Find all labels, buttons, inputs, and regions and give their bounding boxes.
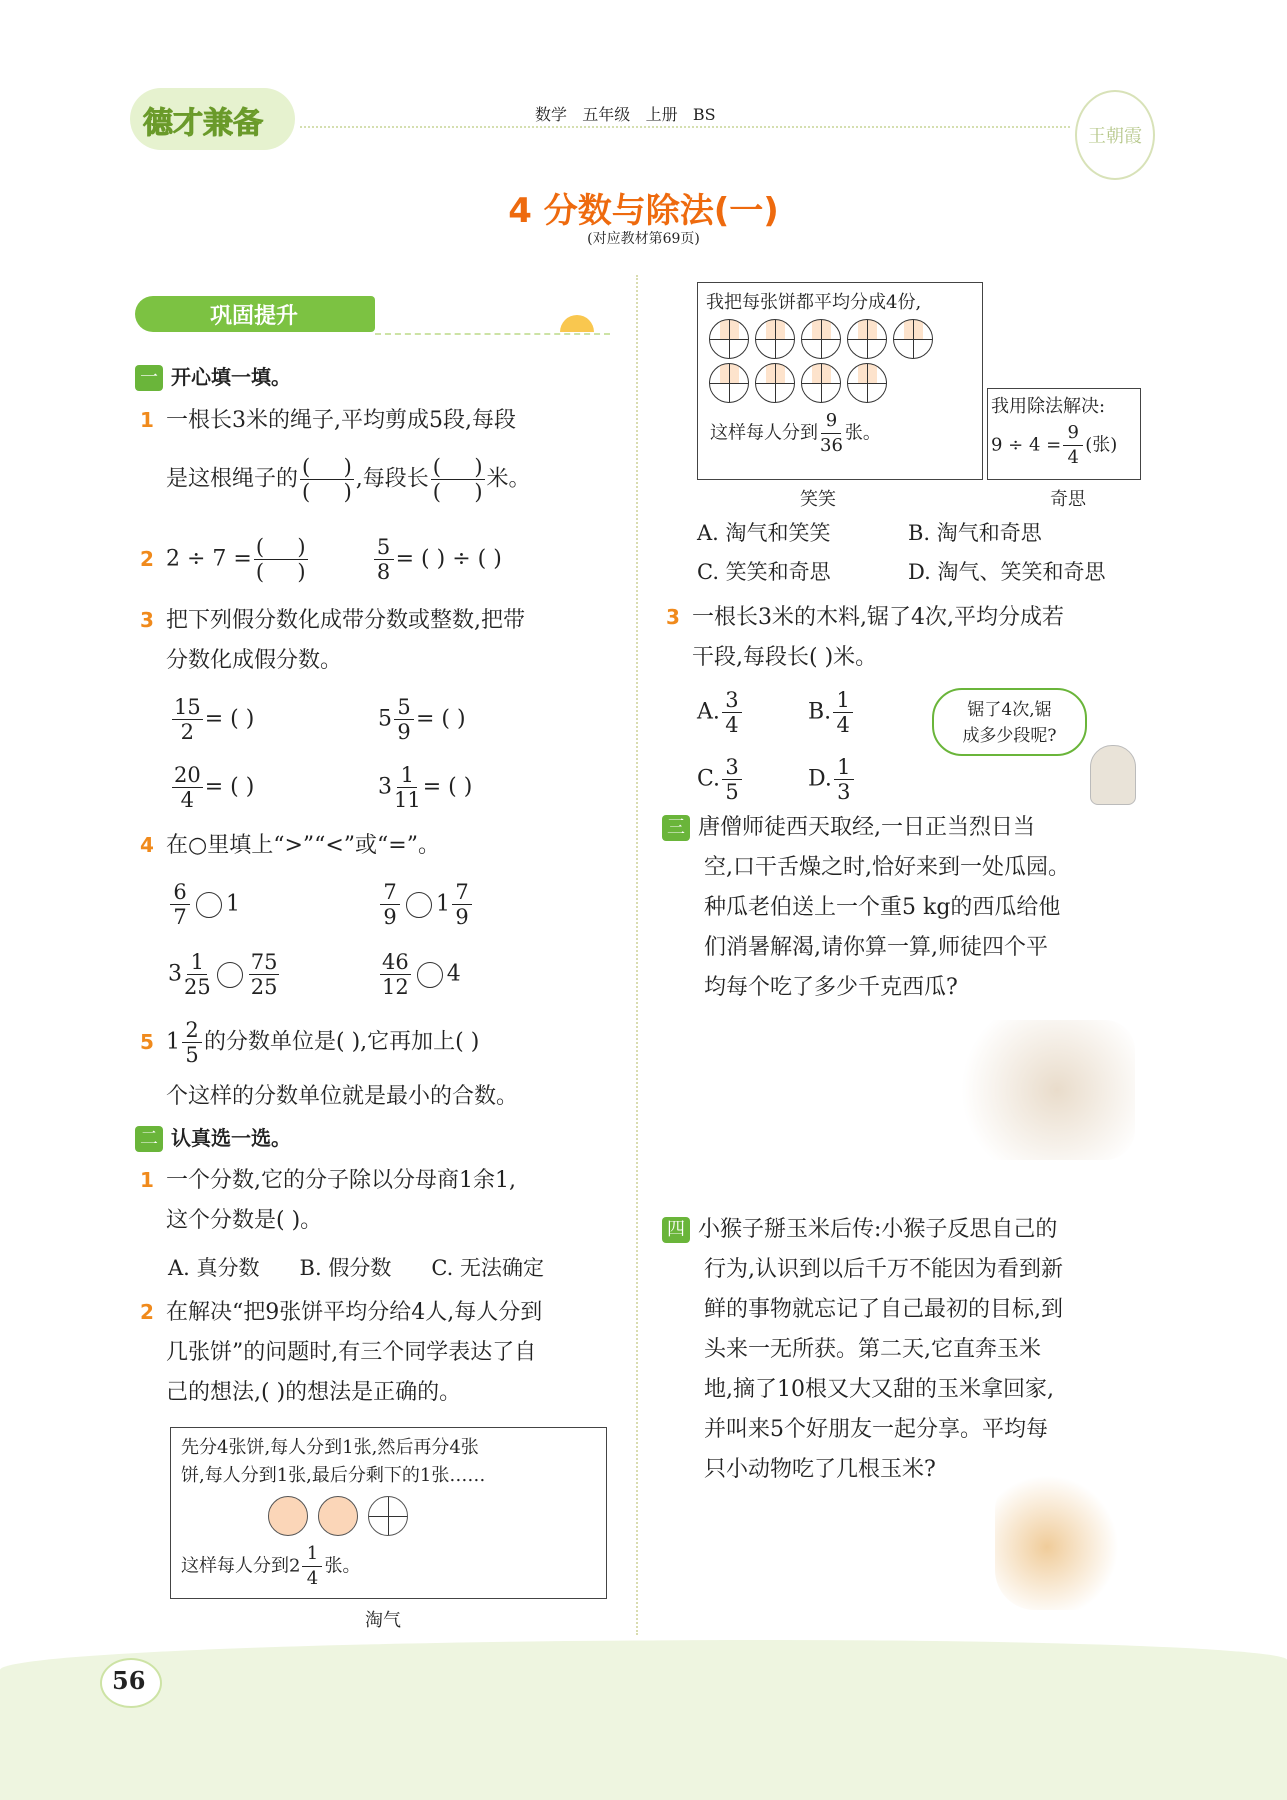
compare-item[interactable]: $\frac{6}{7}$ 1 [168,880,240,929]
q2-1-options [168,1248,544,1288]
question-number: 3 [140,608,154,632]
compare-item[interactable]: $\frac{46}{12}$ 4 [382,950,461,999]
text: 分数化成假分数。 [166,648,343,673]
q1-3-item[interactable]: $\frac{20}{4}$ = ( ) [174,763,255,812]
xiaoxiao-label: 笑笑 [800,489,836,510]
speech-bubble: 锯了4次,锯 成多少段呢? [932,688,1087,756]
xiaoxiao-card: 我把每张饼都平均分成4份, 这样每人分到 $\frac{9}{36}$ 张。 [697,282,983,480]
blank-fraction[interactable]: $\frac{( )}{( )}$ [302,455,352,504]
q1-3-item[interactable]: 5 $\frac{5}{9}$ = ( ) [378,695,466,744]
q1-1 [140,400,516,441]
compare-circle [217,962,243,988]
text: 米。 [486,466,531,492]
pie-illustration [706,317,974,405]
column-divider [636,275,638,1635]
compare-circle [417,962,443,988]
q1-3-item[interactable]: $\frac{15}{2}$ = ( ) [174,695,255,744]
question-number: 5 [140,1029,154,1054]
text[interactable]: 的分数单位是( ),它再加上( ) [204,1029,480,1055]
cake-illustration [181,1496,596,1536]
text: 是这根绳子的 [166,466,299,492]
taoqi-card: 先分4张饼,每人分到1张,然后再分4张 饼,每人分到1张,最后分剩下的1张…… 这样每人分到2 $\frac{1}{4}$ 张。 [170,1427,607,1599]
volume: 上册 [645,105,678,124]
section-badge: 二 [135,1126,163,1152]
option[interactable]: D. 淘气、笑笑和奇思 [908,560,1106,584]
section-3: 三 唐僧师徒西天取经,一日正当烈日当 空,口干舌燥之时,恰好来到一处瓜园。 种瓜老伯送上一个重5 kg的西瓜给他 们消暑解渴,请你算一算,师徒四个平 均每个吃了多少千克西瓜? [662,808,1070,1008]
text: 先分4张饼,每人分到1张,然后再分4张 [181,1437,479,1458]
question-number: 1 [140,1168,154,1192]
grade: 五年级 [582,105,631,124]
option[interactable]: B. $\frac{1}{4}$ [808,688,855,737]
option[interactable]: A. 淘气和笑笑 [697,521,831,545]
option[interactable]: C. 无法确定 [431,1256,544,1280]
book-info [535,95,716,135]
compare-circle [196,892,222,918]
taoqi-label: 淘气 [365,1610,401,1631]
option[interactable]: A. 真分数 [168,1256,260,1280]
question-number: 2 [140,546,154,571]
pilgrims-illustration [940,1020,1135,1160]
old-man-illustration [1090,745,1136,805]
logo-text: 德才兼备 [143,106,263,141]
sun-icon [560,315,594,332]
footer-wave [0,1640,1287,1800]
fraction: $\frac{5}{8}$ [374,535,394,584]
section-badge: 四 [662,1217,690,1243]
option[interactable]: B. 淘气和奇思 [908,521,1042,545]
qisi-label: 奇思 [1050,489,1086,510]
text: 在○里填上“>”“<”或“=”。 [166,833,440,858]
brand-seal: 王朝霞 [1075,90,1155,180]
text: 饼,每人分到1张,最后分剩下的1张…… [181,1465,486,1486]
q1-3-item[interactable]: 3 $\frac{1}{11}$ = ( ) [378,763,473,812]
question-number: 4 [140,833,154,857]
text: ,每段长 [355,466,429,492]
q1-5-line2: 个这样的分数单位就是最小的合数。 [166,1084,519,1109]
text: 我把每张饼都平均分成4份, [706,292,922,313]
section-badge: 一 [135,365,163,391]
banner-rule [375,333,610,335]
option[interactable]: D. $\frac{1}{3}$ [808,755,856,804]
text: 2 ÷ 7 = [166,546,252,572]
section-badge: 三 [662,815,690,841]
q2-2: 2 在解决“把9张饼平均分给4人,每人分到 几张饼”的问题时,有三个同学表达了自 己的想法,( )的想法是正确的。 [140,1292,542,1413]
q1-4 [140,825,440,866]
section-1-heading [135,357,291,398]
q1-2 [140,535,502,584]
section-4: 四 小猴子掰玉米后传:小猴子反思自己的 行为,认识到以后千万不能因为看到新 鲜的事物就忘记了自己最初的目标,到 头来一无所获。第二天,它直奔玉米 地,摘了10根又大又甜的玉米拿回家, 并叫来5个好朋友一起分享。平均每 只小动物吃了几根玉米? [662,1210,1063,1490]
page-subtitle: (对应教材第69页) [587,231,700,247]
compare-item[interactable]: 3 $\frac{1}{25}$ $\frac{75}{25}$ [168,950,278,999]
edition: BS [692,105,716,124]
section-title: 开心填一填。 [171,365,291,389]
qisi-card: 我用除法解决: 9 ÷ 4 = $\frac{9}{4}$ (张) [987,388,1141,480]
q1-1-line2 [166,455,531,504]
section-title: 认真选一选。 [171,1126,291,1150]
compare-item[interactable]: $\frac{7}{9}$ 1 $\frac{7}{9}$ [378,880,474,929]
q1-5: 5 1 $\frac{2}{5}$ 的分数单位是( ),它再加上( ) [140,1018,480,1067]
option[interactable]: A. $\frac{3}{4}$ [697,688,744,737]
page-title: 4 分数与除法(一) [508,191,779,231]
option[interactable]: C. $\frac{3}{5}$ [697,755,744,804]
compare-circle [406,892,432,918]
blank-fraction[interactable]: $\frac{( )}{( )}$ [432,455,483,504]
question-number: 2 [140,1300,154,1324]
monkey-corn-illustration [995,1470,1125,1610]
q1-3 [140,600,525,681]
section-2-heading [135,1118,291,1159]
q2-1: 1 一个分数,它的分子除以分母商1余1, 这个分数是( )。 [140,1160,516,1241]
question-number: 1 [140,408,154,432]
question-number: 3 [666,605,680,629]
text[interactable]: = ( ) ÷ ( ) [395,546,502,572]
page-number: 56 [112,1666,146,1695]
q2-3: 3 一根长3米的木料,锯了4次,平均分成若 干段,每段长( )米。 [666,597,1064,678]
text: 一根长3米的绳子,平均剪成5段,每段 [166,408,516,433]
subject: 数学 [535,105,568,124]
banner-title: 巩固提升 [210,304,299,329]
option[interactable]: C. 笑笑和奇思 [697,560,831,584]
text: 我用除法解决: [991,396,1106,417]
blank-fraction[interactable]: $\frac{( )}{( )}$ [255,535,306,584]
option[interactable]: B. 假分数 [299,1256,392,1280]
text: 把下列假分数化成带分数或整数,把带 [166,608,525,633]
